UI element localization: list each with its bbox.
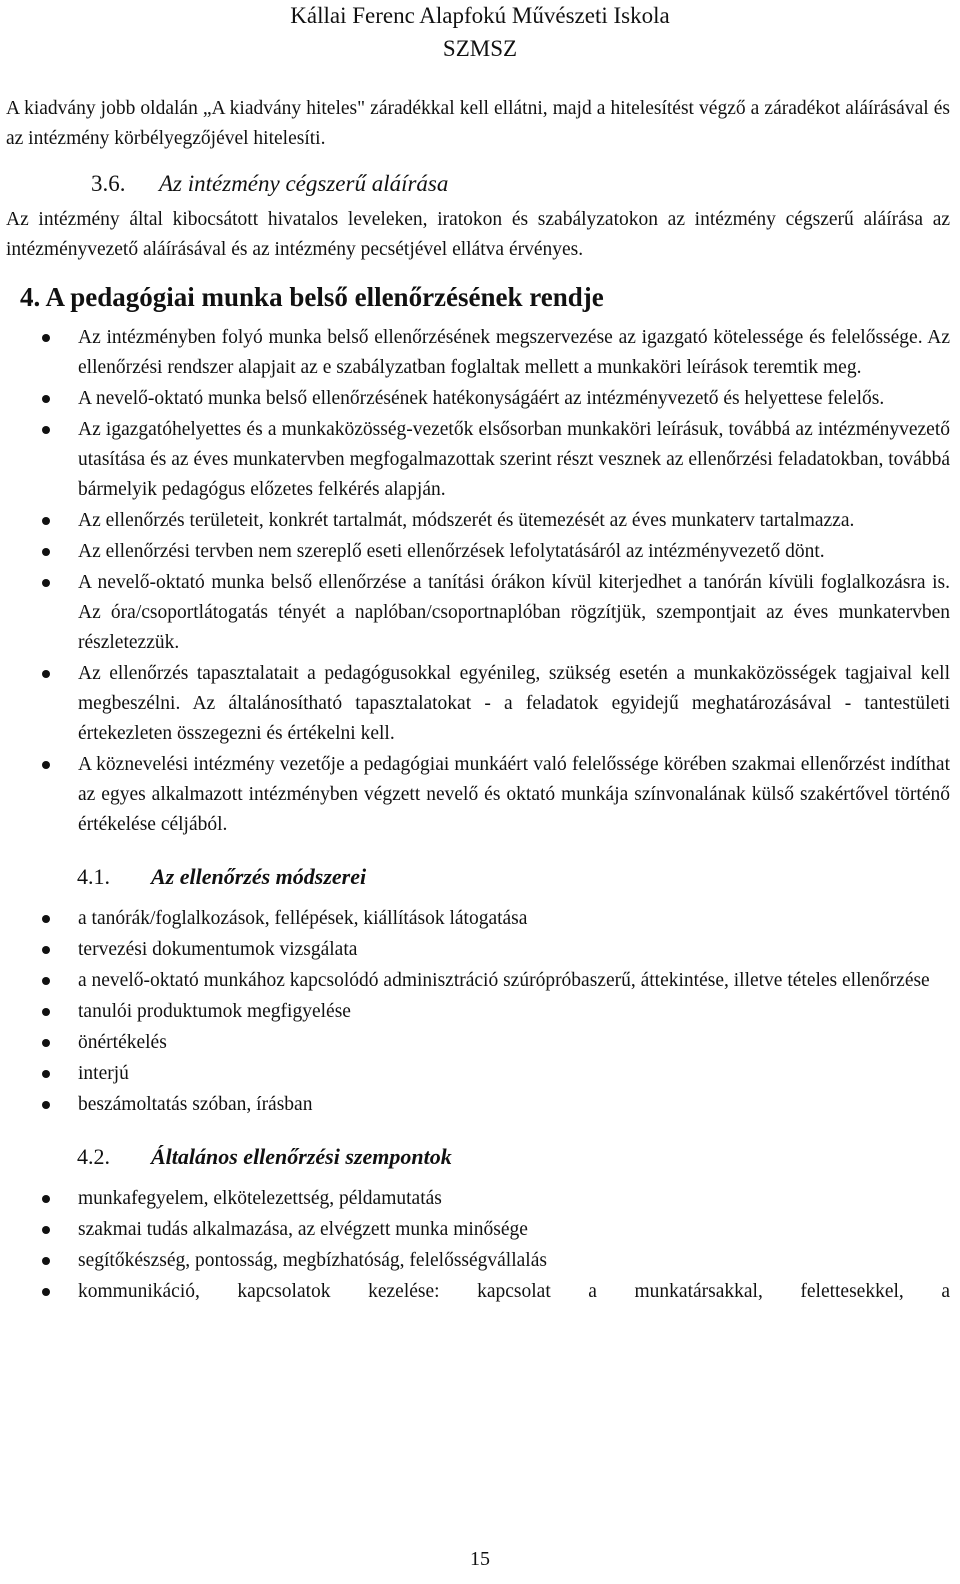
section-number: 4.1.: [77, 864, 110, 889]
list-item: munkafegyelem, elkötelezettség, példamutatás: [6, 1184, 950, 1214]
bullet-icon: [42, 1070, 50, 1078]
bullet-icon: [42, 1195, 50, 1203]
page-number: 15: [470, 1548, 490, 1570]
section-4-1-list: [6, 904, 950, 1120]
section-4-1-heading: [77, 862, 950, 892]
bullet-icon: [42, 915, 50, 923]
section-title: Általános ellenőrzési szempontok: [151, 1144, 452, 1169]
bullet-icon: [42, 670, 50, 678]
section-4-list: [6, 323, 950, 840]
section-3-6-paragraph: Az intézmény által kibocsátott hivatalos leveleken, iratokon és szabályzatokon az intézmény cégszerű aláírása az intézményvezető aláírásával és az intézmény pecsétjével ellátva érvényes.: [6, 209, 950, 260]
document-body: [6, 94, 950, 1308]
page-header: [0, 2, 960, 63]
list-item: önértékelés: [6, 1028, 950, 1058]
bullet-icon: [42, 1008, 50, 1016]
section-title: Az ellenőrzés módszerei: [151, 864, 367, 889]
document-code: SZMSZ: [442, 36, 518, 61]
bullet-icon: [42, 1257, 50, 1265]
bullet-icon: [42, 426, 50, 434]
bullet-icon: [42, 946, 50, 954]
list-item: a nevelő-oktató munkához kapcsolódó adminisztráció szúrópróbaszerű, áttekintése, illetve tételes ellenőrzése: [6, 966, 950, 996]
list-item: a tanórák/foglalkozások, fellépések, kiállítások látogatása: [6, 904, 950, 934]
list-item: Az intézményben folyó munka belső ellenőrzésének megszervezése az igazgató kötelessége és felelőssége. Az ellenőrzési rendszer alapjait az e szabályzatban foglaltak mellett a munkaköri leírások teremtik meg.: [6, 323, 950, 383]
bullet-icon: [42, 579, 50, 587]
bullet-icon: [42, 1288, 50, 1296]
list-item: Az ellenőrzés területeit, konkrét tartalmát, módszerét és ütemezését az éves munkaterv tartalmazza.: [6, 506, 950, 536]
list-item: A köznevelési intézmény vezetője a pedagógiai munkáért való felelőssége körében szakmai ellenőrzést indíthat az egyes alkalmazott intézményben végzett nevelő és oktató munkája színvonalának külső szakértővel történő értékelése céljából.: [6, 750, 950, 840]
list-item: Az igazgatóhelyettes és a munkaközösség-vezetők elsősorban munkaköri leírásuk, továbbá az intézményvezető utasítása és az éves munkatervben megfogalmazottak szerint részt vesznek az ellenőrzési feladatokban, továbbá bármelyik pedagógus előzetes felkérés alapján.: [6, 415, 950, 505]
section-3-6-heading: [91, 169, 950, 199]
bullet-icon: [42, 977, 50, 985]
bullet-icon: [42, 517, 50, 525]
section-4-heading: 4. A pedagógiai munka belső ellenőrzésének rendje: [20, 282, 604, 312]
bullet-icon: [42, 548, 50, 556]
bullet-icon: [42, 395, 50, 403]
list-item: tervezési dokumentumok vizsgálata: [6, 935, 950, 965]
section-title: Az intézmény cégszerű aláírása: [159, 171, 449, 196]
section-number: 4.2.: [77, 1144, 110, 1169]
bullet-icon: [42, 1039, 50, 1047]
bullet-icon: [42, 334, 50, 342]
section-number: 3.6.: [91, 171, 126, 196]
list-item: szakmai tudás alkalmazása, az elvégzett munka minősége: [6, 1215, 950, 1245]
intro-paragraph: A kiadvány jobb oldalán „A kiadvány hiteles" záradékkal kell ellátni, majd a hitelesítést végző a záradékot aláírásával és az intézmény körbélyegzőjével hitelesíti.: [6, 98, 950, 149]
list-item: interjú: [6, 1059, 950, 1089]
section-4-2-list: [6, 1184, 950, 1307]
list-item: beszámoltatás szóban, írásban: [6, 1090, 950, 1120]
section-4-2-heading: [77, 1142, 950, 1172]
bullet-icon: [42, 1226, 50, 1234]
list-item: Az ellenőrzési tervben nem szereplő eseti ellenőrzések lefolytatásáról az intézményvezető dönt.: [6, 537, 950, 567]
list-item: segítőkészség, pontosság, megbízhatóság, felelősségvállalás: [6, 1246, 950, 1276]
school-name: Kállai Ferenc Alapfokú Művészeti Iskola: [290, 3, 670, 28]
bullet-icon: [42, 761, 50, 769]
list-item: tanulói produktumok megfigyelése: [6, 997, 950, 1027]
list-item: A nevelő-oktató munka belső ellenőrzése a tanítási órákon kívül kiterjedhet a tanórán kívüli foglalkozásra is. Az óra/csoportlátogatás tényét a naplóban/csoportnaplóban rögzítjük, szempontjait az éves munkatervben részletezzük.: [6, 568, 950, 658]
bullet-icon: [42, 1101, 50, 1109]
list-item: Az ellenőrzés tapasztalatait a pedagógusokkal egyénileg, szükség esetén a munkaközösségek tagjaival kell megbeszélni. Az általánosítható tapasztalatokat - a feladatok egyidejű meghatározásával - tantestületi értekezleten összegezni és értékelni kell.: [6, 659, 950, 749]
list-item: A nevelő-oktató munka belső ellenőrzésének hatékonyságáért az intézményvezető és helyettese felelős.: [6, 384, 950, 414]
list-item: kommunikáció, kapcsolatok kezelése: kapcsolat a munkatársakkal, felettesekkel, a: [6, 1277, 950, 1307]
